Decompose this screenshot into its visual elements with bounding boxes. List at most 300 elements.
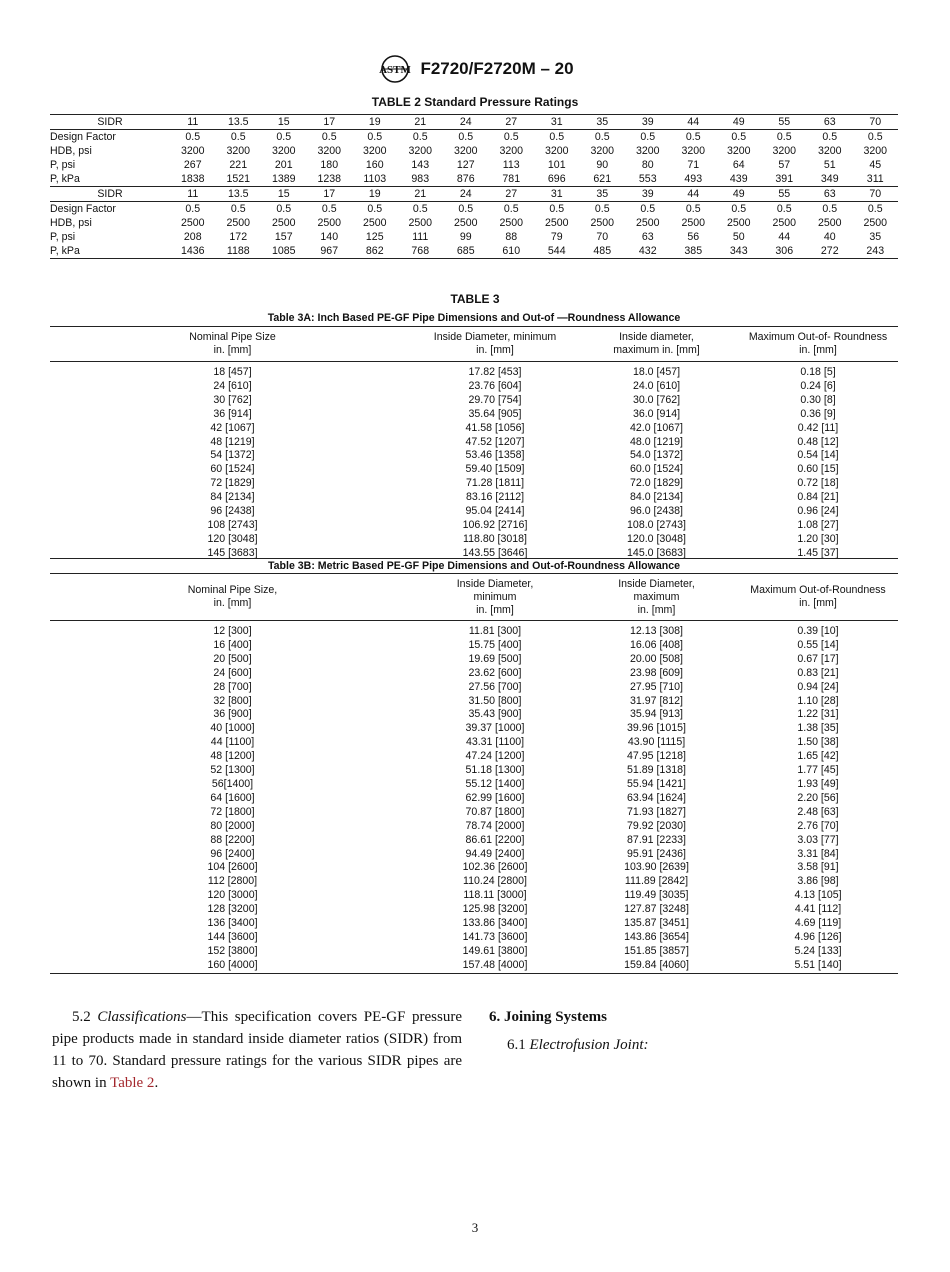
table-cell: 2500 xyxy=(180,217,205,229)
table-cell: 103.90 [2639] xyxy=(624,861,689,874)
table-row xyxy=(50,449,898,463)
table-cell: 2500 xyxy=(499,217,524,229)
table-cell: 2500 xyxy=(226,217,251,229)
table-cell: 48.0 [1219] xyxy=(629,435,683,448)
header-line: Nominal Pipe Size xyxy=(189,331,276,343)
column-header xyxy=(415,574,575,621)
table-cell: 39.96 [1015] xyxy=(627,722,686,735)
table-cell: 2500 xyxy=(317,217,342,229)
table-cell: 3200 xyxy=(453,145,478,157)
table-cell: 12.13 [308] xyxy=(629,625,683,637)
table-cell: 0.60 [15] xyxy=(797,463,839,476)
table-cell: 2500 xyxy=(590,217,615,229)
table-cell: 1.77 [45] xyxy=(797,764,839,777)
table-cell: 3.31 [84] xyxy=(797,847,839,860)
table-row xyxy=(50,172,898,187)
table-row xyxy=(50,848,898,862)
table-cell: 28 [700] xyxy=(213,680,252,693)
astm-logo-icon xyxy=(376,52,414,86)
row-label: Design Factor xyxy=(50,203,116,215)
table-cell: 2500 xyxy=(863,217,888,229)
header-line: Maximum Out-of- Roundness xyxy=(748,331,888,343)
table-cell: 3200 xyxy=(817,145,842,157)
table-cell: 40 xyxy=(823,231,836,243)
table-cell: 159.84 [4060] xyxy=(624,958,689,971)
table-cell: 1.65 [42] xyxy=(797,750,839,763)
table-cell: 104 [2600] xyxy=(207,861,258,874)
table-cell: 36 [914] xyxy=(213,407,252,420)
table-row xyxy=(50,750,898,764)
table-cell: 135.87 [3451] xyxy=(624,917,689,930)
table-row xyxy=(50,820,898,834)
logo-text: ASTM xyxy=(379,64,412,76)
table-cell: 172 xyxy=(229,231,248,243)
header-line: Inside Diameter, xyxy=(618,577,695,590)
table-cell: 1389 xyxy=(271,173,296,185)
table-row xyxy=(50,380,898,394)
table-cell: 157.48 [4000] xyxy=(462,958,528,971)
section-6-heading: 6. Joining Systems xyxy=(489,1009,607,1025)
sidr-value: 31 xyxy=(534,115,580,130)
table-cell: 1.08 [27] xyxy=(797,518,839,531)
table-cell: 2500 xyxy=(681,217,706,229)
sidr-value: 49 xyxy=(716,115,762,130)
table-cell: 71.93 [1827] xyxy=(627,805,686,818)
table-cell: 11.81 [300] xyxy=(468,625,522,637)
table-cell: 0.5 xyxy=(594,203,610,215)
table-cell: 0.5 xyxy=(321,131,337,143)
table-cell: 1436 xyxy=(180,245,205,257)
table-row xyxy=(50,408,898,422)
sidr-value: 11 xyxy=(170,187,216,202)
table-cell: 983 xyxy=(411,173,430,185)
table-cell: 32 [800] xyxy=(213,694,252,707)
table-row xyxy=(50,875,898,889)
table-cell: 43.90 [1115] xyxy=(627,736,686,749)
table-cell: 17.82 [453] xyxy=(468,366,522,378)
table-cell: 685 xyxy=(456,245,475,257)
table-cell: 3200 xyxy=(635,145,660,157)
table-cell: 24 [600] xyxy=(213,666,252,679)
table-row xyxy=(50,436,898,450)
table-cell: 267 xyxy=(183,159,202,171)
table-cell: 0.5 xyxy=(685,131,701,143)
table-cell: 1.10 [28] xyxy=(797,694,839,707)
table-cell: 1.22 [31] xyxy=(797,708,839,721)
table-cell: 343 xyxy=(729,245,748,257)
table-cell: 55.12 [1400] xyxy=(465,777,525,790)
sidr-value: 13.5 xyxy=(216,187,262,202)
table-cell: 0.5 xyxy=(458,131,474,143)
table-cell: 432 xyxy=(638,245,657,257)
table-cell: 18.0 [457] xyxy=(632,366,681,378)
table-row xyxy=(50,230,898,244)
table-cell: 27.56 [700] xyxy=(468,680,522,693)
header-line: maximum in. [mm] xyxy=(613,344,700,356)
table-cell: 1103 xyxy=(363,173,387,185)
table-cell: 2500 xyxy=(817,217,842,229)
table-cell: 160 xyxy=(365,159,384,171)
table-cell: 83.16 [2112] xyxy=(465,491,525,504)
table-cell: 111 xyxy=(412,231,429,243)
sidr-value: 15 xyxy=(261,187,307,202)
table-cell: 610 xyxy=(502,245,521,257)
table-cell: 0.5 xyxy=(458,203,474,215)
sidr-value: 11 xyxy=(170,115,216,130)
table-cell: 0.5 xyxy=(503,203,519,215)
table-cell: 3200 xyxy=(226,145,251,157)
row-label: P, psi xyxy=(50,231,76,243)
table-cell: 2500 xyxy=(271,217,296,229)
table-cell: 110.24 [2800] xyxy=(462,875,527,888)
header-row xyxy=(50,327,898,362)
header-line: Inside Diameter, xyxy=(456,577,534,590)
table-cell: 120.0 [3048] xyxy=(627,532,686,545)
sidr-value: 21 xyxy=(398,115,444,130)
table-cell: 20.00 [508] xyxy=(629,652,683,665)
header-line: Inside diameter, xyxy=(619,331,694,343)
table-cell: 862 xyxy=(365,245,384,257)
table-cell: 3200 xyxy=(499,145,524,157)
table-cell: 108 [2743] xyxy=(207,518,258,531)
table-cell: 78.74 [2000] xyxy=(465,819,525,832)
table-row xyxy=(50,764,898,778)
table-cell: 0.72 [18] xyxy=(797,477,839,490)
table-cell: 94.49 [2400] xyxy=(465,847,525,860)
table-cell: 1.20 [30] xyxy=(797,532,839,545)
table-cell: 43.31 [1100] xyxy=(465,736,525,749)
header-line: in. [mm] xyxy=(799,597,837,609)
table-cell: 44 xyxy=(778,231,791,243)
table-cell: 41.58 [1056] xyxy=(465,421,525,434)
table-cell: 3200 xyxy=(362,145,387,157)
table-row xyxy=(50,477,898,491)
table-cell: 0.48 [12] xyxy=(797,435,839,448)
sidr-value: 13.5 xyxy=(216,115,262,130)
row-label: HDB, psi xyxy=(50,217,92,229)
table-cell: 1188 xyxy=(226,245,250,257)
table-cell: 201 xyxy=(274,159,293,171)
table-cell: 0.42 [11] xyxy=(797,421,839,434)
table-cell: 3200 xyxy=(317,145,342,157)
table-cell: 56[1400] xyxy=(211,777,254,790)
table-cell: 79 xyxy=(550,231,563,243)
header-line: Inside Diameter, minimum xyxy=(433,331,557,343)
table-cell: 485 xyxy=(593,245,612,257)
table-cell: 35 xyxy=(869,231,882,243)
table-cell: 768 xyxy=(411,245,430,257)
table-row xyxy=(50,736,898,750)
table-cell: 967 xyxy=(320,245,339,257)
table-cell: 0.5 xyxy=(549,203,565,215)
sidr-label: SIDR xyxy=(50,187,170,202)
sidr-value: 44 xyxy=(671,187,717,202)
table-cell: 51.89 [1318] xyxy=(627,764,686,777)
table-cell: 0.39 [10] xyxy=(797,625,839,637)
page-number: 3 xyxy=(471,1220,479,1235)
table2-link[interactable]: Table 2 xyxy=(110,1075,155,1091)
table-cell: 101 xyxy=(547,159,566,171)
table-cell: 80 [2000] xyxy=(210,819,255,832)
table-cell: 2500 xyxy=(772,217,797,229)
table-cell: 151.85 [3857] xyxy=(624,944,689,957)
table-cell: 52 [1300] xyxy=(210,764,255,777)
table-cell: 95.04 [2414] xyxy=(465,505,525,518)
section-5-2-term: Classifications xyxy=(97,1009,187,1025)
table-cell: 0.5 xyxy=(412,203,428,215)
table-cell: 1.93 [49] xyxy=(797,777,839,790)
sidr-value: 17 xyxy=(307,115,353,130)
table-cell: 141.73 [3600] xyxy=(462,930,528,943)
table-cell: 306 xyxy=(775,245,794,257)
table-cell: 127.87 [3248] xyxy=(624,903,689,916)
table2-pressure-ratings xyxy=(50,114,898,259)
table-cell: 1838 xyxy=(180,173,205,185)
table-row xyxy=(50,708,898,722)
table-cell: 5.51 [140] xyxy=(794,958,842,971)
table-cell: 152 [3800] xyxy=(207,944,258,957)
table-cell: 72 [1829] xyxy=(210,477,255,490)
table-row xyxy=(50,394,898,408)
table-cell: 0.30 [8] xyxy=(800,393,836,406)
table-cell: 120 [3048] xyxy=(207,532,258,545)
table3b-title: Table 3B: Metric Based PE-GF Pipe Dimensions and Out-of-Roundness Allowance xyxy=(50,558,898,574)
table-row xyxy=(50,158,898,172)
table-cell: 5.24 [133] xyxy=(794,944,842,957)
table-row xyxy=(50,792,898,806)
table-cell: 3200 xyxy=(772,145,797,157)
table-cell: 0.96 [24] xyxy=(797,505,839,518)
table-cell: 3200 xyxy=(271,145,296,157)
table-cell: 84 [2134] xyxy=(210,491,255,504)
page-header xyxy=(0,52,950,91)
table-cell: 47.24 [1200] xyxy=(465,750,525,763)
sidr-value: 19 xyxy=(352,187,398,202)
table-cell: 4.69 [119] xyxy=(794,917,842,930)
table-cell: 1.38 [35] xyxy=(797,722,839,735)
table-cell: 35.43 [900] xyxy=(468,708,522,721)
table-cell: 88 xyxy=(505,231,518,243)
table-cell: 0.5 xyxy=(731,203,747,215)
sidr-value: 49 xyxy=(716,187,762,202)
table-cell: 3200 xyxy=(726,145,751,157)
sidr-value: 55 xyxy=(762,115,808,130)
table-cell: 18 [457] xyxy=(213,366,252,378)
table-cell: 0.5 xyxy=(822,203,838,215)
column-header xyxy=(738,574,898,621)
table-row xyxy=(50,667,898,681)
table-cell: 125.98 [3200] xyxy=(462,903,528,916)
table-cell: 439 xyxy=(729,173,748,185)
table-cell: 35.94 [913] xyxy=(629,708,683,721)
table-cell: 2500 xyxy=(726,217,751,229)
section-5-2-text: —This specification covers PE-GF pressure pipe products made in standard inside diameter ratios (SIDR) from 11 to 70. Standard pressure ratings for the various SIDR pipes are shown in xyxy=(52,1009,462,1091)
table-cell: 0.5 xyxy=(276,203,292,215)
table-cell: 36.0 [914] xyxy=(632,407,681,420)
row-label: P, psi xyxy=(50,159,76,171)
column-header xyxy=(415,327,575,362)
table-cell: 102.36 [2600] xyxy=(462,861,528,874)
table-cell: 544 xyxy=(547,245,566,257)
table-cell: 96 [2400] xyxy=(210,847,255,860)
table-cell: 87.91 [2233] xyxy=(627,833,686,846)
table-cell: 143.86 [3654] xyxy=(624,930,689,943)
table-cell: 2500 xyxy=(635,217,660,229)
row-label: P, kPa xyxy=(50,173,80,185)
table-cell: 0.24 [6] xyxy=(800,379,836,392)
table-cell: 15.75 [400] xyxy=(468,638,522,651)
table-cell: 64 xyxy=(732,159,745,171)
sidr-value: 31 xyxy=(534,187,580,202)
table-cell: 0.54 [14] xyxy=(797,449,839,462)
column-header xyxy=(50,574,415,621)
table-row xyxy=(50,861,898,875)
table-cell: 3200 xyxy=(590,145,615,157)
table-cell: 0.5 xyxy=(640,131,656,143)
table-cell: 0.5 xyxy=(230,131,246,143)
table-row xyxy=(50,695,898,709)
header-line: Nominal Pipe Size, xyxy=(187,584,278,596)
table-cell: 493 xyxy=(684,173,703,185)
table-cell: 56 xyxy=(687,231,700,243)
table-cell: 51 xyxy=(823,159,836,171)
table-cell: 391 xyxy=(775,173,794,185)
table-row xyxy=(50,216,898,230)
table-cell: 111.89 [2842] xyxy=(624,875,689,888)
table-cell: 4.96 [126] xyxy=(794,930,842,943)
table-cell: 2.20 [56] xyxy=(797,791,839,804)
document-designation: F2720/F2720M – 20 xyxy=(420,59,574,78)
table3b xyxy=(50,558,898,974)
table-cell: 136 [3400] xyxy=(207,917,258,930)
table-cell: 48 [1200] xyxy=(210,750,255,763)
table-cell: 12 [300] xyxy=(213,625,252,637)
table-row xyxy=(50,834,898,848)
table-cell: 54 [1372] xyxy=(210,449,255,462)
table-cell: 70.87 [1800] xyxy=(465,805,525,818)
sidr-value: 39 xyxy=(625,115,671,130)
table-cell: 31.97 [812] xyxy=(629,694,683,707)
table-cell: 118.11 [3000] xyxy=(463,889,527,902)
table-cell: 1238 xyxy=(317,173,342,185)
table-cell: 106.92 [2716] xyxy=(462,518,528,531)
table-cell: 0.36 [9] xyxy=(800,407,836,420)
table-cell: 0.5 xyxy=(867,131,883,143)
table-cell: 3.03 [77] xyxy=(797,833,839,846)
table2-sidr-row xyxy=(50,187,898,202)
table-row xyxy=(50,917,898,931)
table-cell: 0.5 xyxy=(367,203,383,215)
table-row xyxy=(50,806,898,820)
table-cell: 16 [400] xyxy=(213,638,252,651)
table-cell: 71 xyxy=(687,159,700,171)
table-cell: 621 xyxy=(593,173,612,185)
table-cell: 120 [3000] xyxy=(207,889,258,902)
table-cell: 23.76 [604] xyxy=(468,379,522,392)
table-row xyxy=(50,144,898,158)
table-cell: 60.0 [1524] xyxy=(629,463,683,476)
column-header xyxy=(738,327,898,362)
header-line: in. [mm] xyxy=(213,344,252,356)
sidr-label: SIDR xyxy=(50,115,170,130)
table-cell: 23.62 [600] xyxy=(468,666,522,679)
table-cell: 3.58 [91] xyxy=(797,861,839,874)
table-cell: 221 xyxy=(229,159,248,171)
table-cell: 149.61 [3800] xyxy=(462,944,528,957)
table-row xyxy=(50,422,898,436)
table-row xyxy=(50,959,898,973)
table-cell: 0.84 [21] xyxy=(797,491,839,504)
table-cell: 99 xyxy=(459,231,472,243)
table-cell: 45 xyxy=(869,159,882,171)
table3-caption: TABLE 3 xyxy=(450,292,500,306)
table-cell: 90 xyxy=(596,159,609,171)
table-cell: 42 [1067] xyxy=(210,421,255,434)
table-row xyxy=(50,639,898,653)
table-cell: 0.5 xyxy=(276,131,292,143)
header-line: minimum xyxy=(473,590,517,603)
sidr-value: 24 xyxy=(443,187,489,202)
table-cell: 140 xyxy=(320,231,339,243)
table-cell: 96 [2438] xyxy=(210,505,255,518)
table-cell: 16.06 [408] xyxy=(629,638,683,651)
table-cell: 385 xyxy=(684,245,703,257)
table-cell: 4.41 [112] xyxy=(794,903,842,916)
row-label: P, kPa xyxy=(50,245,80,257)
table-row xyxy=(50,931,898,945)
table-cell: 2500 xyxy=(408,217,433,229)
table-cell: 3.86 [98] xyxy=(797,875,839,888)
table-cell: 0.5 xyxy=(367,131,383,143)
table-cell: 53.46 [1358] xyxy=(465,449,525,462)
table-cell: 143 xyxy=(411,159,430,171)
table-cell: 349 xyxy=(820,173,839,185)
table-cell: 0.5 xyxy=(640,203,656,215)
header-line: in. [mm] xyxy=(476,344,514,356)
table-cell: 876 xyxy=(456,173,475,185)
table-cell: 781 xyxy=(502,173,521,185)
table-cell: 272 xyxy=(820,245,839,257)
sidr-value: 44 xyxy=(671,115,717,130)
table-cell: 1521 xyxy=(226,173,251,185)
header-line: maximum xyxy=(633,590,680,603)
table-row xyxy=(50,244,898,259)
table-cell: 55.94 [1421] xyxy=(627,777,686,790)
table-cell: 31.50 [800] xyxy=(468,694,522,707)
table-cell: 311 xyxy=(866,173,884,185)
table-cell: 2.76 [70] xyxy=(797,819,839,832)
table-cell: 30.0 [762] xyxy=(632,393,681,406)
table-cell: 30 [762] xyxy=(213,393,252,406)
sidr-value: 70 xyxy=(853,115,899,130)
table2-sidr-row xyxy=(50,115,898,130)
table-cell: 0.5 xyxy=(731,131,747,143)
header-line: in. [mm] xyxy=(213,597,252,609)
table-cell: 157 xyxy=(274,231,293,243)
table-row xyxy=(50,722,898,736)
sidr-value: 35 xyxy=(580,187,626,202)
table-cell: 4.13 [105] xyxy=(794,889,842,902)
table-cell: 42.0 [1067] xyxy=(629,421,683,434)
table-cell: 0.5 xyxy=(412,131,428,143)
table-cell: 36 [900] xyxy=(213,708,252,721)
table-cell: 3200 xyxy=(681,145,706,157)
table-cell: 84.0 [2134] xyxy=(629,491,683,504)
table-cell: 72 [1800] xyxy=(210,805,255,818)
sidr-value: 55 xyxy=(762,187,808,202)
table-cell: 208 xyxy=(183,231,202,243)
table-cell: 118.80 [3018] xyxy=(462,532,527,545)
